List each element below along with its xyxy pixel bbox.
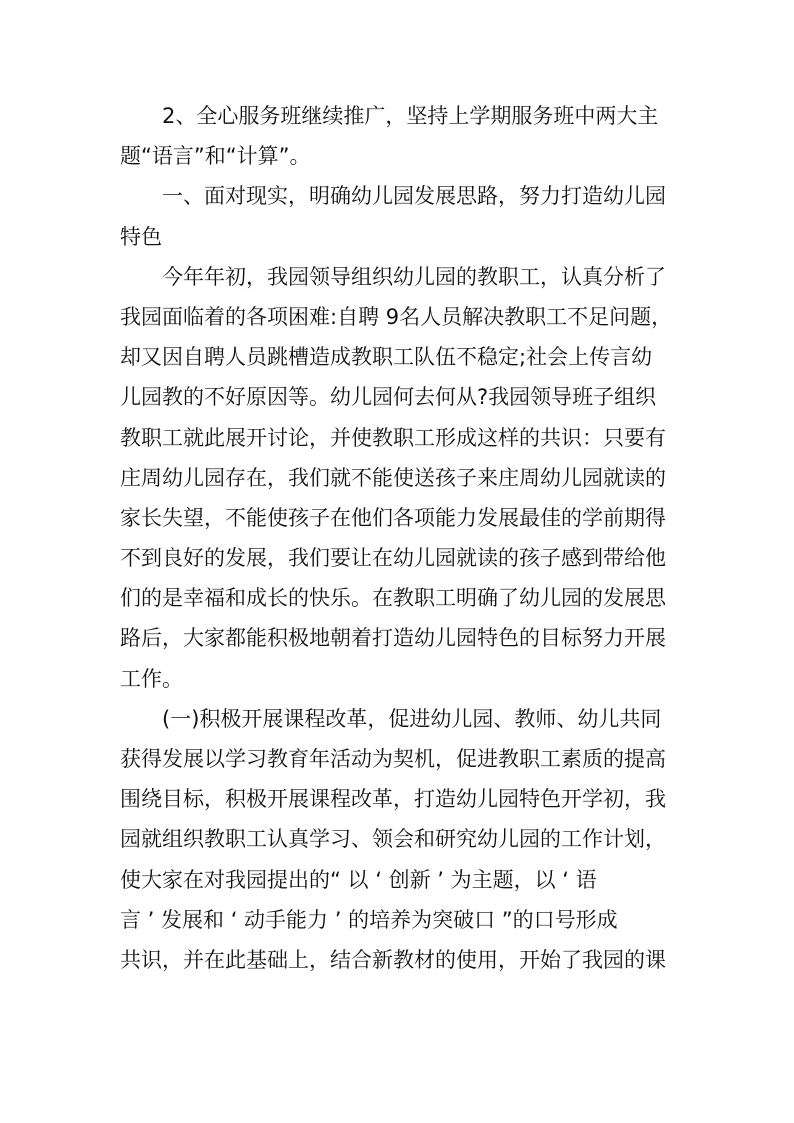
text-line: 言 ’ 发展和 ‘ 动手能力 ’ 的培养为突破口 ”的口号形成 xyxy=(120,907,618,932)
text-line: 题“语言”和“计算”。 xyxy=(120,144,311,169)
paragraph-beginning-of-year xyxy=(120,257,676,699)
text-line: 教职工就此展开讨论，并使教职工形成这样的共识：只要有 xyxy=(120,425,666,450)
text-line: 特色 xyxy=(120,224,162,249)
text-line: 2、全心服务班继续推广，坚持上学期服务班中两大主 xyxy=(162,104,659,128)
text-line: 今年年初，我园领导组织幼儿园的教职工，认真分析了 xyxy=(162,264,666,289)
paragraph-curriculum-reform xyxy=(120,699,676,980)
text-line: 们的是幸福和成长的快乐。在教职工明确了幼儿园的发展思 xyxy=(120,586,666,611)
text-line: 庄周幼儿园存在，我们就不能使送孩子来庄周幼儿园就读的 xyxy=(120,465,666,490)
document-body xyxy=(120,96,676,980)
text-line: 儿园教的不好原因等。幼儿园何去何从?我园领导班子组织 xyxy=(120,385,657,410)
text-line: 共识，并在此基础上，结合新教材的使用，开始了我园的课 xyxy=(120,947,666,972)
text-line: 工作。 xyxy=(120,666,183,691)
text-line: 不到良好的发展，我们要让在幼儿园就读的孩子感到带给他 xyxy=(120,546,666,571)
text-line: 却又因自聘人员跳槽造成教职工队伍不稳定;社会上传言幼 xyxy=(120,345,653,370)
text-line: 路后，大家都能积极地朝着打造幼儿园特色的目标努力开展 xyxy=(120,626,666,651)
text-line: 获得发展以学习教育年活动为契机，促进教职工素质的提高 xyxy=(120,747,666,771)
text-line: 围绕目标，积极开展课程改革，打造幼儿园特色开学初，我 xyxy=(120,787,666,812)
text-line: 使大家在对我园提出的“ 以 ‘ 创新 ’ 为主题，以 ‘ 语 xyxy=(120,867,597,892)
text-line: 家长失望，不能使孩子在他们各项能力发展最佳的学前期得 xyxy=(120,505,666,530)
text-line: 一、面对现实，明确幼儿园发展思路，努力打造幼儿园 xyxy=(162,184,666,209)
text-line: (一)积极开展课程改革，促进幼儿园、教师、幼儿共同 xyxy=(162,706,662,731)
section-heading-face-reality xyxy=(120,176,676,256)
text-line: 园就组织教职工认真学习、领会和研究幼儿园的工作计划， xyxy=(120,827,666,852)
text-line: 我园面临着的各项困难:自聘 9名人员解决教职工不足问题， xyxy=(120,304,673,329)
paragraph-service-class xyxy=(120,96,676,176)
